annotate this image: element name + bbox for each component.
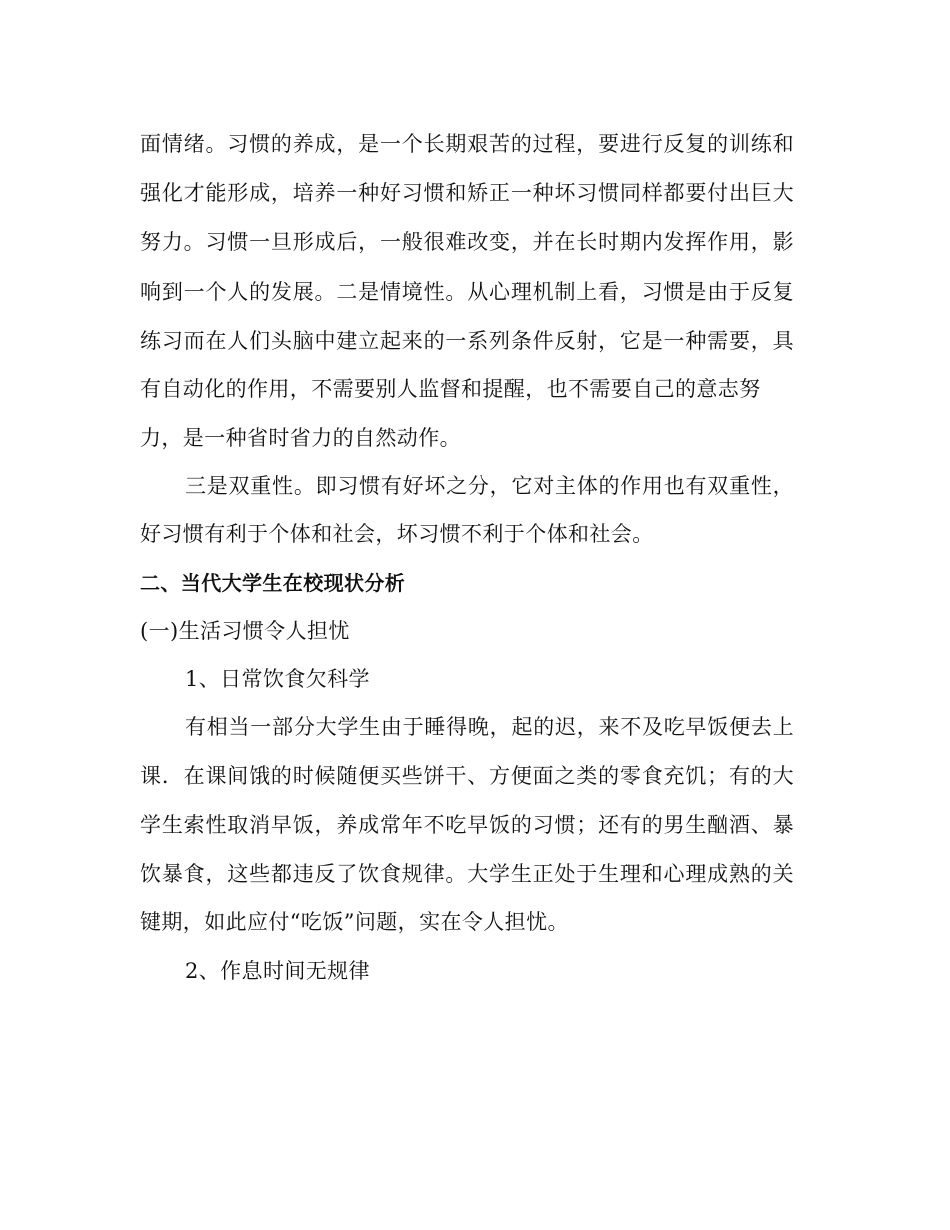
paragraph-line: 力，是一种省时省力的自然动作。 — [140, 426, 461, 450]
paragraph-line: 好习惯有利于个体和社会，坏习惯不利于个体和社会。 — [140, 522, 654, 546]
paragraph-line: 饮暴食，这些都违反了饮食规律。大学生正处于生理和心理成熟的关 — [140, 862, 794, 886]
item-heading: 2、作息时间无规律 — [185, 959, 370, 983]
paragraph-line: 有相当一部分大学生由于睡得晚，起的迟，来不及吃早饭便去上 — [185, 715, 794, 739]
item-heading: 1、日常饮食欠科学 — [185, 667, 370, 691]
paragraph-line: 课．在课间饿的时候随便买些饼干、方便面之类的零食充饥；有的大 — [140, 764, 794, 788]
section-heading: 二、当代大学生在校现状分析 — [140, 571, 406, 595]
paragraph-line: 响到一个人的发展。二是情境性。从心理机制上看，习惯是由于反复 — [140, 280, 794, 304]
paragraph-line: 键期，如此应付“吃饭”问题，实在令人担忧。 — [140, 910, 569, 934]
subsection-heading: (一)生活习惯令人担忧 — [140, 619, 350, 643]
paragraph-line: 三是双重性。即习惯有好坏之分，它对主体的作用也有双重性， — [185, 474, 794, 498]
paragraph-line: 强化才能形成，培养一种好习惯和矫正一种坏习惯同样都要付出巨大 — [140, 181, 794, 205]
paragraph-line: 面情绪。习惯的养成，是一个长期艰苦的过程，要进行反复的训练和 — [140, 132, 794, 156]
paragraph-line: 努力。习惯一旦形成后，一般很难改变，并在长时期内发挥作用，影 — [140, 230, 794, 254]
paragraph-line: 有自动化的作用，不需要别人监督和提醒，也不需要自己的意志努 — [140, 377, 761, 401]
paragraph-line: 练习而在人们头脑中建立起来的一系列条件反射，它是一种需要，具 — [140, 329, 794, 353]
paragraph-line: 学生索性取消早饭，养成常年不吃早饭的习惯；还有的男生酗酒、暴 — [140, 813, 794, 837]
